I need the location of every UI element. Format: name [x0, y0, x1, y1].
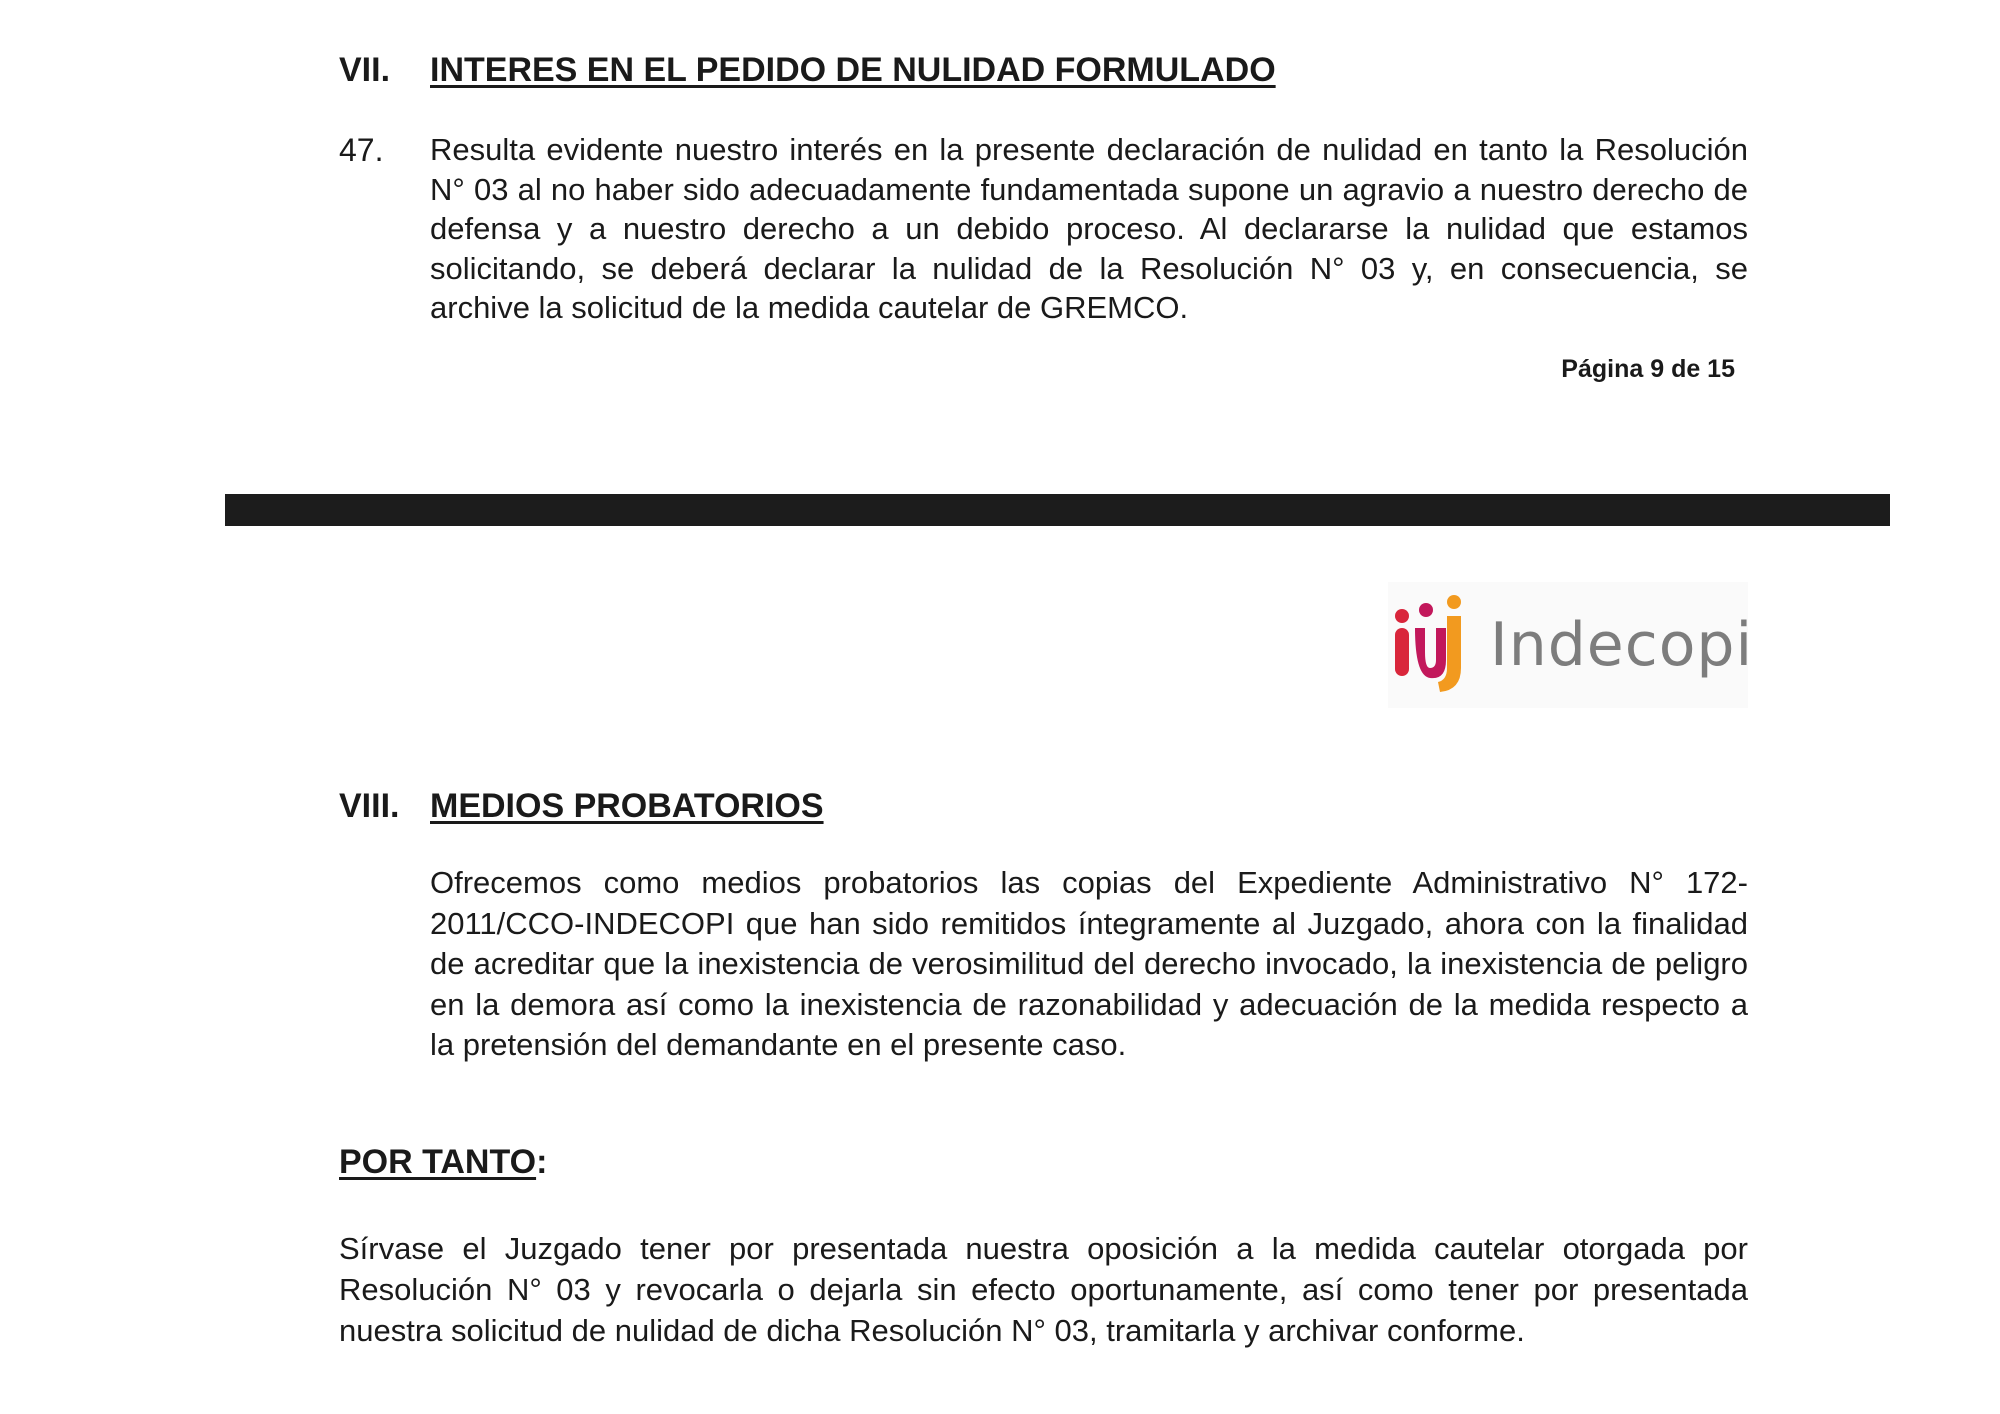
- section-8-title: MEDIOS PROBATORIOS: [430, 787, 824, 825]
- indecopi-wordmark: Indecopi: [1490, 610, 1754, 680]
- section-7-number: VII.: [339, 51, 391, 89]
- page-break-bar: [225, 494, 1890, 526]
- closing-text: Sírvase el Juzgado tener por presentada nuestra oposición a la medida cautelar otorgada por Resolución N° 03 y revocarla o dejarla sin efecto oportunamente, así como tener por presentada nuestra solicitud de nulidad de dicha Resolución N° 03, tramitarla y archivar conforme.: [339, 1231, 1748, 1348]
- section-7-title: INTERES EN EL PEDIDO DE NULIDAD FORMULADO: [430, 51, 1276, 89]
- indecopi-figures-icon: [1388, 582, 1488, 708]
- section-8-text: Ofrecemos como medios probatorios las copias del Expediente Administrativo N° 172-2011/CCO-INDECOPI que han sido remitidos íntegramente al Juzgado, ahora con la finalidad de acreditar que la inexistencia de verosimilitud del derecho invocado, la inexistencia de peligro en la demora así como la inexistencia de razonabilidad y adecuación de la medida respecto a la pretensión del demandante en el presente caso.: [430, 865, 1748, 1062]
- closing-heading-colon: :: [536, 1143, 548, 1181]
- section-8-number: VIII.: [339, 787, 400, 825]
- indecopi-logo: [1388, 582, 1754, 708]
- paragraph-47-number: 47.: [339, 132, 384, 168]
- closing-heading: [339, 1142, 547, 1182]
- page-number: Página 9 de 15: [1561, 355, 1735, 383]
- closing-heading-label: POR TANTO: [339, 1143, 537, 1181]
- paragraph-47-text: Resulta evidente nuestro interés en la presente declaración de nulidad en tanto la Resolución N° 03 al no haber sido adecuadamente fundamentada supone un agravio a nuestro derecho de defensa y a nuestro derecho a un debido proceso. Al declararse la nulidad que estamos solicitando, se deberá declarar la nulidad de la Resolución N° 03 y, en consecuencia, se archive la solicitud de la medida cautelar de GREMCO.: [430, 132, 1748, 325]
